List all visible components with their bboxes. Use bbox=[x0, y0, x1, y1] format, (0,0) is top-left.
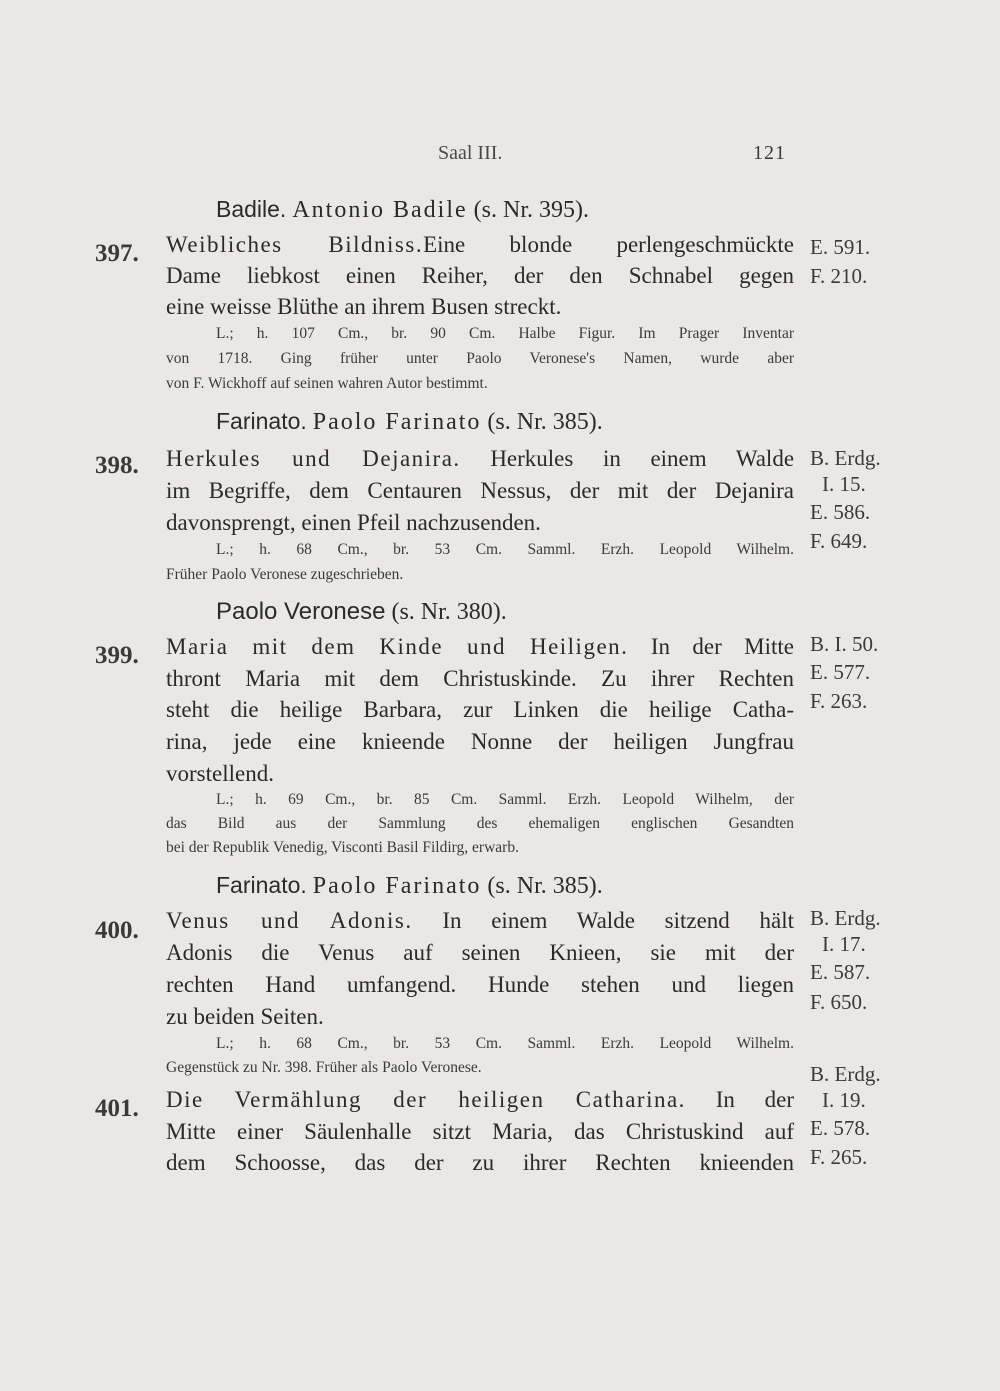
inventory-ref: F. 649. bbox=[810, 529, 868, 553]
artist-full-name: Paolo Farinato bbox=[312, 873, 482, 899]
entry-note: von 1718. Ging früher unter Paolo Veronese's Namen, wurde aber bbox=[166, 350, 794, 367]
entry-note: L.; h. 68 Cm., br. 53 Cm. Samml. Erzh. Leopold Wilhelm. bbox=[216, 1035, 794, 1052]
running-head-title: Saal III. bbox=[438, 142, 503, 164]
inventory-ref: F. 265. bbox=[810, 1145, 868, 1169]
entry-line: Mitte einer Säulenhalle sitzt Maria, das Christuskind auf bbox=[166, 1119, 794, 1144]
entry-line: rechten Hand umfangend. Hunde stehen und liegen bbox=[166, 972, 794, 997]
entry-note: von F. Wickhoff auf seinen wahren Autor bestimmt. bbox=[166, 375, 488, 392]
artist-reference: (s. Nr. 385). bbox=[487, 409, 603, 435]
page-number: 121 bbox=[753, 142, 786, 164]
entry-number: 400. bbox=[95, 917, 139, 944]
artist-reference: (s. Nr. 380). bbox=[391, 599, 507, 625]
entry-note: L.; h. 68 Cm., br. 53 Cm. Samml. Erzh. Leopold Wilhelm. bbox=[216, 541, 794, 558]
entry-text: In der Mitte bbox=[650, 634, 795, 659]
artist-full-name: Antonio Badile bbox=[292, 197, 468, 223]
entry-number: 399. bbox=[95, 642, 139, 669]
entry-text: In der bbox=[715, 1087, 795, 1112]
inventory-ref: I. 19. bbox=[822, 1088, 866, 1112]
inventory-ref: F. 210. bbox=[810, 264, 868, 288]
entry-line bbox=[166, 1084, 794, 1116]
entry-note: Früher Paolo Veronese zugeschrieben. bbox=[166, 566, 404, 583]
artist-name: Farinato. bbox=[216, 408, 307, 434]
entry-line bbox=[166, 229, 794, 261]
entry-line: davonsprengt, einen Pfeil nachzusenden. bbox=[166, 510, 541, 535]
artist-full-name: Paolo Farinato bbox=[312, 409, 482, 435]
entry-line: zu beiden Seiten. bbox=[166, 1004, 324, 1029]
entry-line: steht die heilige Barbara, zur Linken die heilige Catha- bbox=[166, 697, 794, 722]
inventory-ref: B. Erdg. bbox=[810, 446, 881, 470]
entry-title: Herkules und Dejanira. bbox=[166, 446, 461, 471]
artist-reference: (s. Nr. 395). bbox=[473, 197, 589, 223]
entry-title: Weibliches Bildniss. bbox=[166, 232, 424, 257]
entry-number: 401. bbox=[95, 1095, 139, 1122]
entry-line: eine weisse Blüthe an ihrem Busen streckt. bbox=[166, 294, 562, 319]
inventory-ref: E. 577. bbox=[810, 660, 871, 684]
running-head bbox=[0, 142, 1000, 170]
inventory-ref: B. Erdg. bbox=[810, 1062, 881, 1086]
entry-line: im Begriffe, dem Centauren Nessus, der mit der Dejanira bbox=[166, 478, 794, 503]
entry-line: vorstellend. bbox=[166, 761, 274, 786]
entry-number: 398. bbox=[95, 452, 139, 479]
inventory-ref: E. 586. bbox=[810, 500, 871, 524]
entry-line bbox=[166, 443, 794, 475]
artist-name: Paolo Veronese bbox=[216, 598, 386, 625]
artist-name: Farinato. bbox=[216, 872, 307, 898]
entry-line: dem Schoosse, das der zu ihrer Rechten knieenden bbox=[166, 1150, 794, 1175]
entry-title: Venus und Adonis. bbox=[166, 908, 413, 933]
entry-line: Adonis die Venus auf seinen Knieen, sie mit der bbox=[166, 940, 794, 965]
entry-text: Eine blonde perlengeschmückte bbox=[423, 232, 794, 257]
inventory-ref: E. 591. bbox=[810, 235, 871, 259]
artist-heading bbox=[216, 408, 603, 436]
inventory-ref: I. 17. bbox=[822, 932, 866, 956]
entry-note: bei der Republik Venedig, Visconti Basil Fildirg, erwarb. bbox=[166, 839, 519, 856]
artist-heading bbox=[216, 598, 507, 626]
entry-line: thront Maria mit dem Christuskinde. Zu ihrer Rechten bbox=[166, 666, 794, 691]
entry-note: das Bild aus der Sammlung des ehemaligen englischen Gesandten bbox=[166, 815, 794, 832]
entry-note: Gegenstück zu Nr. 398. Früher als Paolo Veronese. bbox=[166, 1059, 482, 1076]
artist-reference: (s. Nr. 385). bbox=[487, 873, 603, 899]
entry-text: Herkules in einem Walde bbox=[490, 446, 795, 471]
entry-title: Maria mit dem Kinde und Heiligen. bbox=[166, 634, 629, 659]
entry-title: Die Vermählung der heiligen Catharina. bbox=[166, 1087, 686, 1112]
inventory-ref: I. 15. bbox=[822, 472, 866, 496]
entry-line: rina, jede eine knieende Nonne der heiligen Jungfrau bbox=[166, 729, 794, 754]
entry-note: L.; h. 69 Cm., br. 85 Cm. Samml. Erzh. Leopold Wilhelm, der bbox=[216, 791, 794, 808]
inventory-ref: F. 650. bbox=[810, 990, 868, 1014]
entry-line bbox=[166, 631, 794, 663]
inventory-ref: F. 263. bbox=[810, 689, 868, 713]
inventory-ref: B. I. 50. bbox=[810, 632, 879, 656]
entry-line bbox=[166, 905, 794, 937]
inventory-ref: B. Erdg. bbox=[810, 906, 881, 930]
inventory-ref: E. 578. bbox=[810, 1116, 871, 1140]
entry-text: In einem Walde sitzend hält bbox=[442, 908, 794, 933]
entry-note: L.; h. 107 Cm., br. 90 Cm. Halbe Figur. Im Prager Inventar bbox=[216, 325, 794, 342]
entry-line: Dame liebkost einen Reiher, der den Schnabel gegen bbox=[166, 263, 794, 288]
inventory-ref: E. 587. bbox=[810, 960, 871, 984]
artist-heading bbox=[216, 196, 589, 224]
artist-heading bbox=[216, 872, 603, 900]
entry-number: 397. bbox=[95, 240, 139, 267]
artist-name: Badile. bbox=[216, 196, 287, 222]
